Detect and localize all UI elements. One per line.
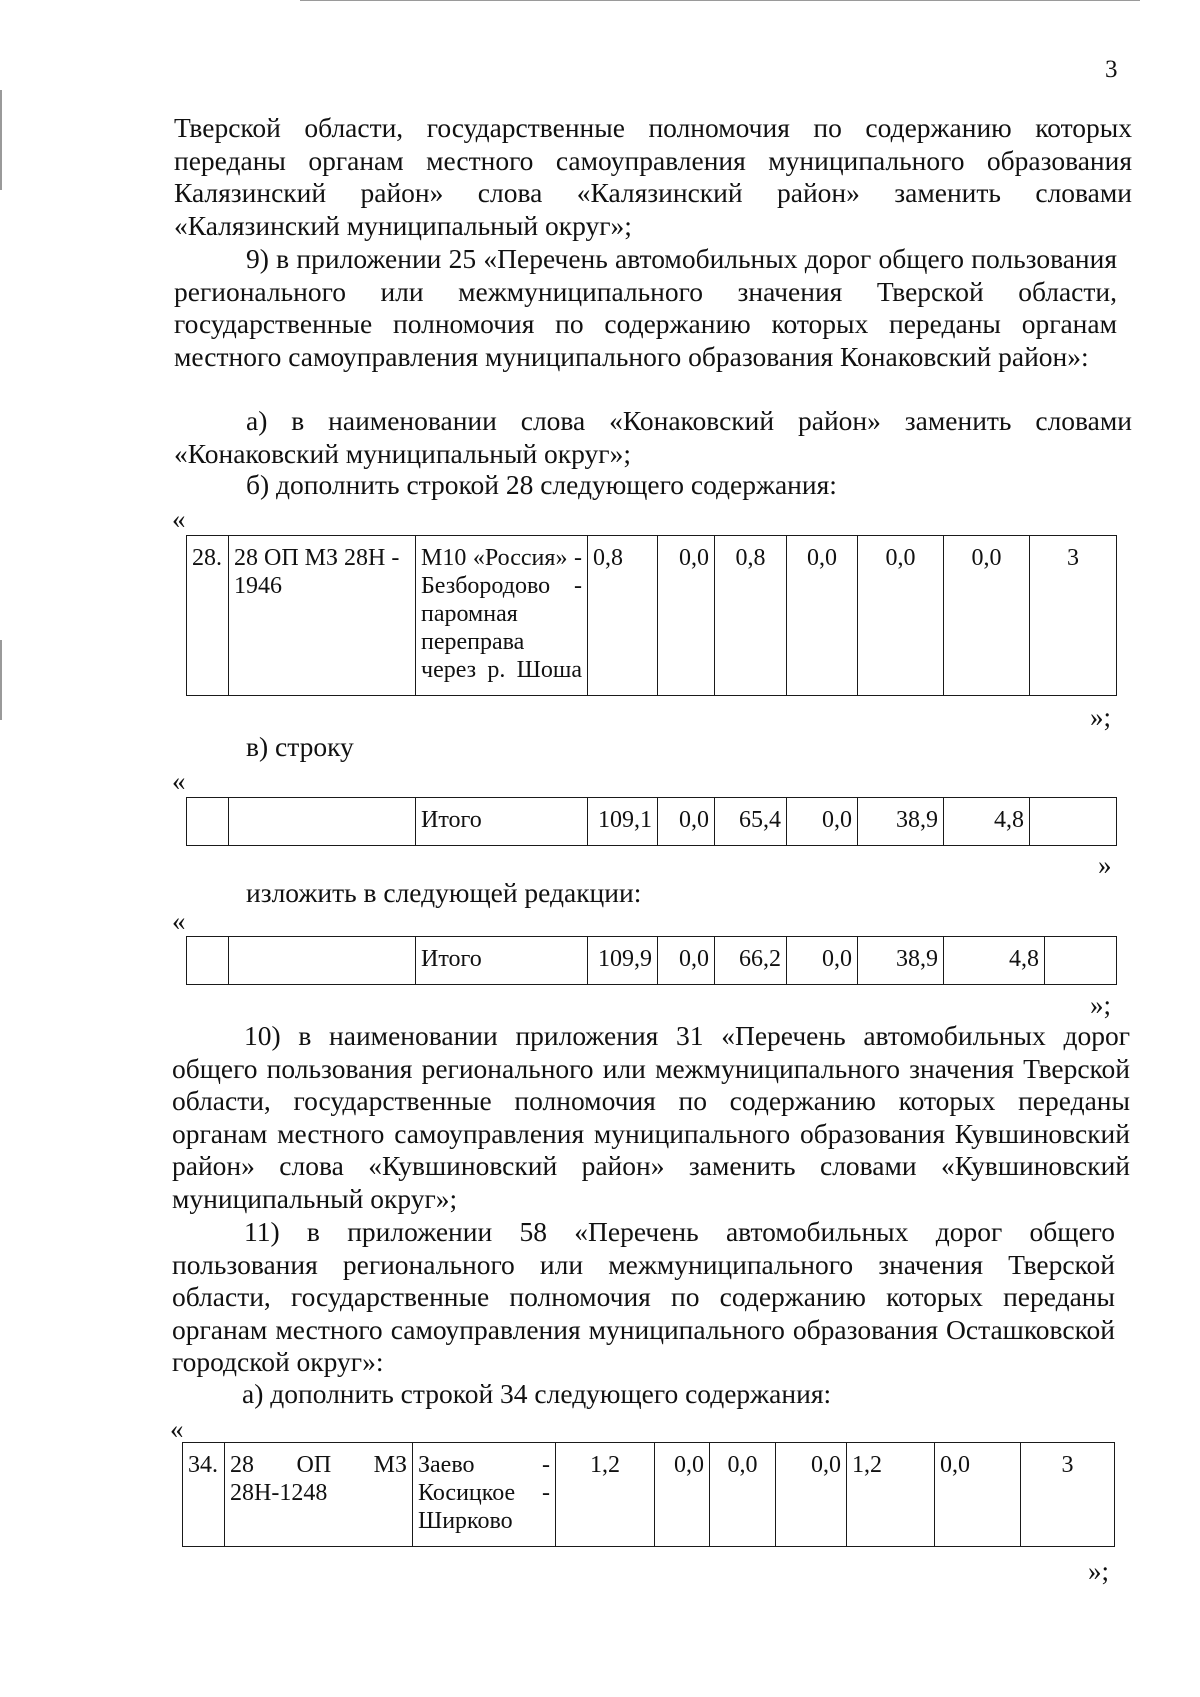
cell-total-label: Итого [416, 937, 588, 985]
cell-road-id: 28 ОП МЗ 28Н-1248 [225, 1443, 413, 1547]
cell-value: 0,0 [658, 536, 715, 696]
table-row-28 [186, 535, 1117, 696]
cell-value: 0,0 [935, 1443, 1021, 1547]
cell-road-id: 28 ОП МЗ 28Н - 1946 [229, 536, 416, 696]
close-quote: »; [1090, 990, 1112, 1020]
cell-value: 3 [1021, 1443, 1115, 1547]
table-row [183, 1443, 1115, 1547]
close-quote: » [1098, 850, 1112, 880]
cell-value: 3 [1030, 536, 1117, 696]
close-quote: »; [1090, 702, 1112, 732]
cell-value: 109,1 [588, 798, 658, 846]
close-quote: »; [1088, 1556, 1110, 1586]
cell-value: 38,9 [858, 937, 944, 985]
cell-value: 4,8 [944, 798, 1030, 846]
table-row [187, 536, 1117, 696]
paragraph-item-10: 10) в наименовании приложения 31 «Перечень автомобильных дорог общего пользования регионального или межмуниципального значения Тверской области, государственные полномочия по содержанию которых переданы органам местного самоуправления муниципального образования Кувшиновский район» слова «Кувшиновский район» заменить словами «Кувшиновский муниципальный округ»; [172, 1020, 1130, 1214]
open-quote: « [170, 1414, 184, 1444]
cell-value: 0,0 [787, 937, 858, 985]
cell-value: 0,0 [710, 1443, 776, 1547]
cell-value: 1,2 [847, 1443, 935, 1547]
cell-value: 65,4 [715, 798, 787, 846]
cell-value: 4,8 [944, 937, 1045, 985]
cell-value: 0,8 [715, 536, 787, 696]
paragraph-item-9: 9) в приложении 25 «Перечень автомобильных дорог общего пользования регионального или межмуниципального значения Тверской области, государственные полномочия по содержанию которых переданы органам местного самоуправления муниципального образования Конаковский район»: [174, 243, 1117, 372]
paragraph-item-9b: б) дополнить строкой 28 следующего содержания: [246, 469, 837, 500]
cell-value: 0,0 [658, 937, 715, 985]
cell-value: 109,9 [588, 937, 658, 985]
table-row-34 [182, 1442, 1115, 1547]
cell-number [187, 798, 229, 846]
table-total-old [186, 797, 1117, 846]
cell-value: 0,0 [787, 798, 858, 846]
cell-number: 28. [187, 536, 229, 696]
scan-edge-mark [0, 640, 2, 720]
scan-edge-mark [0, 90, 2, 190]
scan-top-line [300, 0, 1140, 1]
cell-total-label: Итого [416, 798, 588, 846]
table-row [187, 798, 1117, 846]
cell-value [1045, 937, 1117, 985]
cell-value: 0,0 [944, 536, 1030, 696]
open-quote: « [172, 766, 186, 796]
cell-value: 1,2 [556, 1443, 655, 1547]
cell-value: 0,0 [858, 536, 944, 696]
cell-value: 38,9 [858, 798, 944, 846]
cell-value: 0,0 [787, 536, 858, 696]
table-total-new [186, 936, 1117, 985]
cell-road-id [229, 798, 416, 846]
page-number: 3 [1105, 56, 1118, 83]
cell-number: 34. [183, 1443, 225, 1547]
cell-road-name: Заево - Косицкое - Ширково [413, 1443, 556, 1547]
cell-number [187, 937, 229, 985]
cell-value: 0,8 [588, 536, 658, 696]
cell-road-id [229, 937, 416, 985]
paragraph-item-9a: а) в наименовании слова «Конаковский район» заменить словами «Конаковский муниципальный округ»; [174, 405, 1132, 469]
cell-value: 0,0 [655, 1443, 710, 1547]
cell-value [1030, 798, 1117, 846]
cell-value: 0,0 [776, 1443, 847, 1547]
cell-value: 66,2 [715, 937, 787, 985]
cell-value: 0,0 [658, 798, 715, 846]
paragraph-item-9v: в) строку [246, 731, 354, 762]
open-quote: « [172, 504, 186, 534]
paragraph-item-11: 11) в приложении 58 «Перечень автомобильных дорог общего пользования регионального или межмуниципального значения Тверской области, государственные полномочия по содержанию которых переданы органам местного самоуправления муниципального образования Осташковской городской округ»: [172, 1216, 1115, 1377]
paragraph: Тверской области, государственные полномочия по содержанию которых переданы органам местного самоуправления муниципального образования Калязинский район» слова «Калязинский район» заменить словами «Калязинский муниципальный округ»; [174, 112, 1132, 241]
open-quote: « [172, 906, 186, 936]
paragraph-edit: изложить в следующей редакции: [246, 877, 642, 908]
table-row [187, 937, 1117, 985]
paragraph-item-11a: а) дополнить строкой 34 следующего содержания: [242, 1378, 832, 1409]
cell-road-name: М10 «Россия» - Безбородово - паромная переправа через р. Шоша [416, 536, 588, 696]
